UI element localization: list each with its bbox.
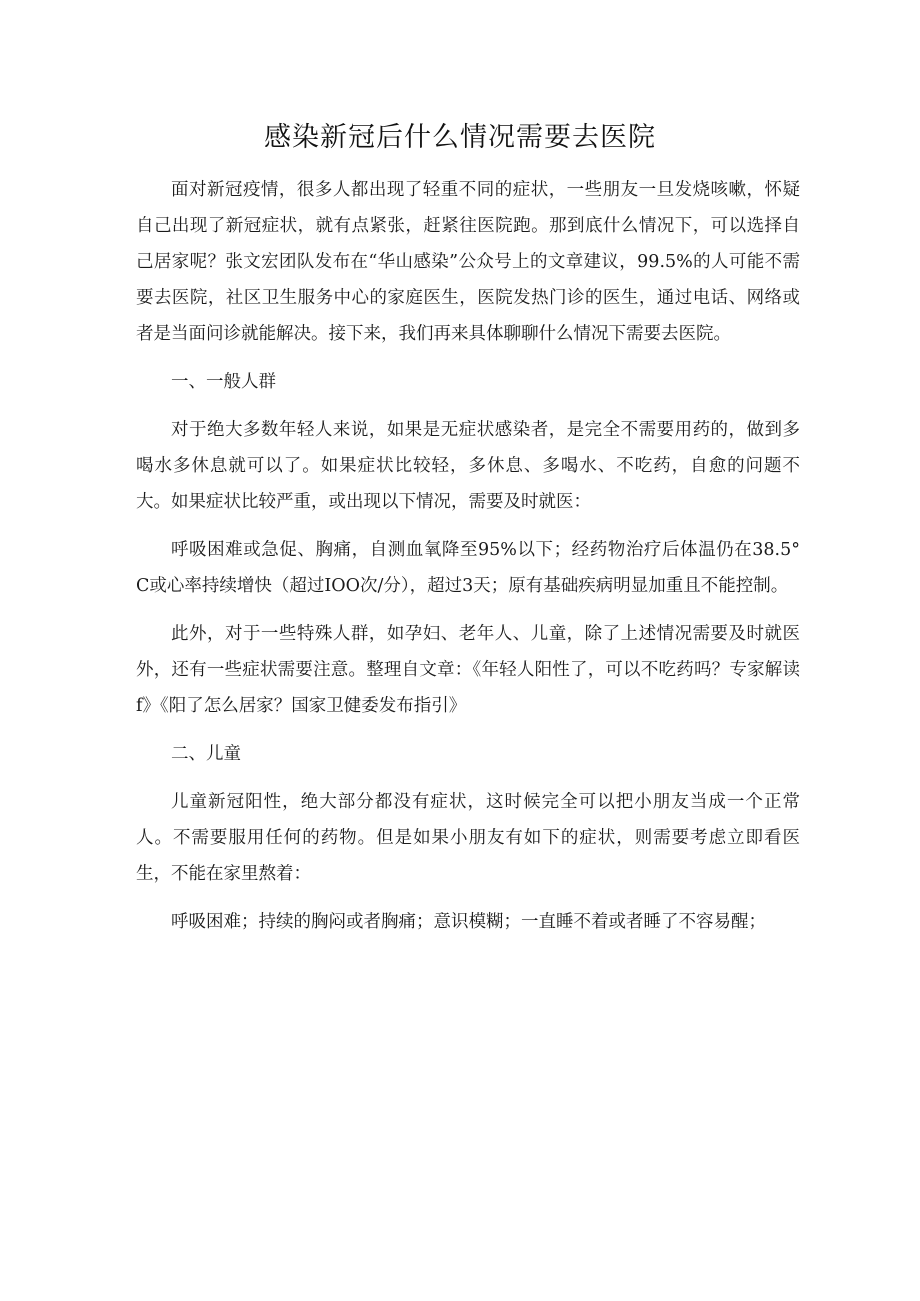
paragraph-children-symptoms: 呼吸困难；持续的胸闷或者胸痛；意识模糊；一直睡不着或者睡了不容易醒；	[171, 912, 766, 932]
document-title: 感染新冠后什么情况需要去医院	[264, 122, 656, 153]
section-heading-children: 二、儿童	[171, 744, 241, 764]
paragraph-general-advice: 对于绝大多数年轻人来说，如果是无症状感染者，是完全不需要用药的，做到多喝水多休息就可以了。如果症状比较轻，多休息、多喝水、不吃药，自愈的问题不大。如果症状比较严重，或出现以下情况，需要及时就医：	[136, 420, 800, 512]
paragraph-intro: 面对新冠疫情，很多人都出现了轻重不同的症状，一些朋友一旦发烧咳嗽，怀疑自己出现了新冠症状，就有点紧张，赶紧往医院跑。那到底什么情况下，可以选择自己居家呢？张文宏团队发布在“华山感染”公众号上的文章建议，99.5%的人可能不需要去医院，社区卫生服务中心的家庭医生，医院发热门诊的医生，通过电话、网络或者是当面问诊就能解决。接下来，我们再来具体聊聊什么情况下需要去医院。	[136, 180, 800, 344]
paragraph-special-groups: 此外，对于一些特殊人群，如孕妇、老年人、儿童，除了上述情况需要及时就医外，还有一些症状需要注意。整理自文章：《年轻人阳性了，可以不吃药吗？专家解读f》《阳了怎么居家？国家卫健委发布指引》	[136, 624, 800, 716]
paragraph-children-advice: 儿童新冠阳性，绝大部分都没有症状，这时候完全可以把小朋友当成一个正常人。不需要服用任何的药物。但是如果小朋友有如下的症状，则需要考虑立即看医生，不能在家里熬着：	[136, 792, 800, 884]
document-body	[136, 172, 800, 952]
paragraph-symptoms: 呼吸困难或急促、胸痛，自测血氧降至95%以下；经药物治疗后体温仍在38.5° C或心率持续增快（超过IOO次/分），超过3天；原有基础疾病明显加重且不能控制。	[136, 540, 800, 596]
section-heading-general: 一、一般人群	[171, 372, 276, 392]
